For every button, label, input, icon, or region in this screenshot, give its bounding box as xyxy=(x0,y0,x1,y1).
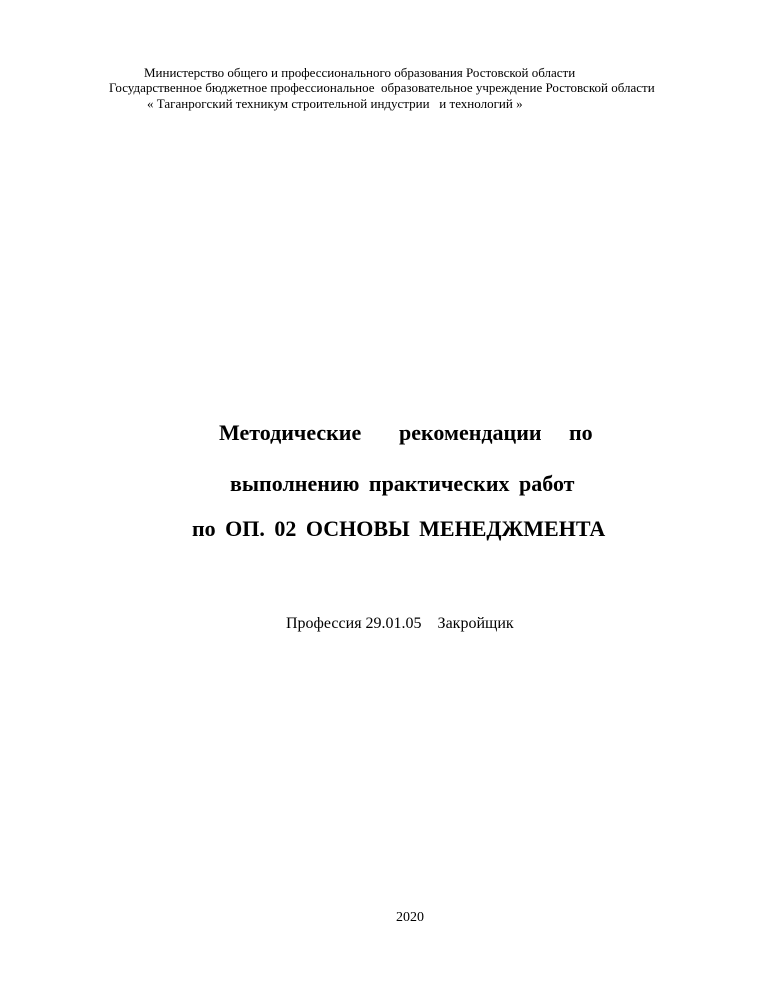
title-word-3: по xyxy=(569,420,593,445)
institution-type: Государственное бюджетное профессиональное образовательное учреждение Ростовской области xyxy=(109,80,655,95)
title-word-2: рекомендации xyxy=(399,420,542,445)
title-line-3: по ОП. 02 ОСНОВЫ МЕНЕДЖМЕНТА xyxy=(192,516,606,541)
title-line-2: выполнению практических работ xyxy=(230,471,575,496)
title-word-1: Методические xyxy=(219,420,362,445)
profession-code: Профессия 29.01.05 xyxy=(286,615,422,632)
profession-name: Закройщик xyxy=(437,615,514,632)
profession-line xyxy=(286,614,514,634)
ministry-name: Министерство общего и профессионального образования Ростовской области xyxy=(144,65,576,80)
institution-name: « Таганрогский техникум строительной индустрии и технологий » xyxy=(147,96,523,111)
publication-year: 2020 xyxy=(396,910,424,925)
